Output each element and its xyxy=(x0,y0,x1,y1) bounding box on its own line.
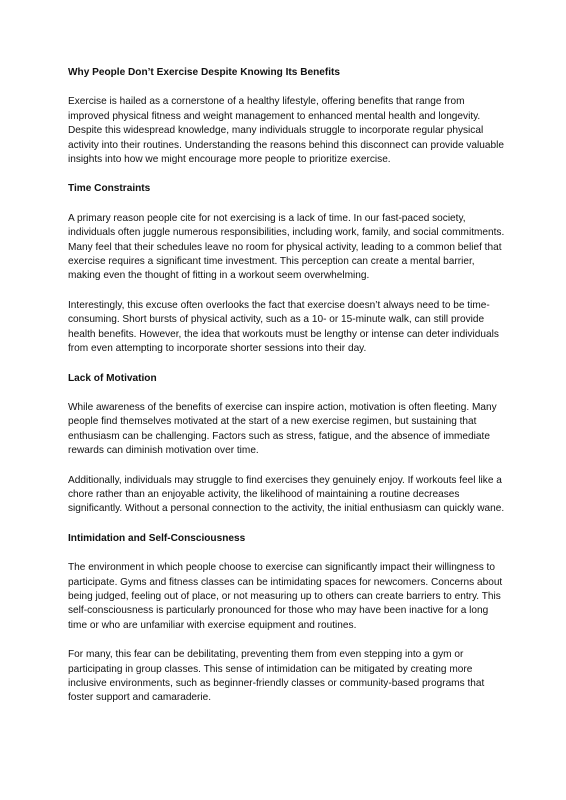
intro-paragraph: Exercise is hailed as a cornerstone of a healthy lifestyle, offering benefits that range from improved physical fitness and weight management to enhanced mental health and longevity. Despite this widespread knowledge, many individuals struggle to incorporate regular physical activity into their routines. Understanding the reasons behind this disconnect can provide valuable insights into how we might encourage more people to prioritize exercise. xyxy=(68,96,504,166)
section-heading-time-constraints: Time Constraints xyxy=(68,183,151,195)
section-heading-lack-of-motivation: Lack of Motivation xyxy=(68,372,157,384)
section-paragraph: Additionally, individuals may struggle to find exercises they genuinely enjoy. If workouts feel like a chore rather than an enjoyable activity, the likelihood of maintaining a routine decreases significantly. Without a personal connection to the activity, the initial enthusiasm can quickly wane. xyxy=(68,474,505,515)
section-paragraph: Interestingly, this excuse often overlooks the fact that exercise doesn’t always need to be time-consuming. Short bursts of physical activity, such as a 10- or 15-minute walk, can still provide health benefits. However, the idea that workouts must be lengthy or intense can deter individuals from even attempting to incorporate shorter sessions into their day. xyxy=(68,299,499,355)
section-paragraph: The environment in which people choose to exercise can significantly impact their willingness to participate. Gyms and fitness classes can be intimidating spaces for newcomers. Concerns about being judged, feeling out of place, or not measuring up to others can create barriers to entry. This self-consciousness is particularly pronounced for those who may have been inactive for a long time or who are unfamiliar with exercise equipment and routines. xyxy=(68,562,503,631)
section-paragraph: While awareness of the benefits of exercise can inspire action, motivation is often fleeting. Many people find themselves motivated at the start of a new exercise regimen, but sustaining that enthusiasm can be challenging. Factors such as stress, fatigue, and the absence of immediate rewards can diminish motivation over time. xyxy=(68,401,497,457)
document-title: Why People Don’t Exercise Despite Knowing Its Benefits xyxy=(68,67,341,78)
section-paragraph: For many, this fear can be debilitating, preventing them from even stepping into a gym or participating in group classes. This sense of intimidation can be mitigated by creating more inclusive environments, such as beginner-friendly classes or community-based programs that foster support and camaraderie. xyxy=(68,649,485,704)
section-heading-intimidation: Intimidation and Self-Consciousness xyxy=(68,532,246,544)
document-page xyxy=(68,66,508,706)
section-paragraph: A primary reason people cite for not exercising is a lack of time. In our fast-paced society, individuals often juggle numerous responsibilities, including work, family, and social commitments. Many feel that their schedules leave no room for physical activity, leading to a common belief that exercise requires a significant time investment. This perception can create a mental barrier, making even the thought of fitting in a workout seem overwhelming. xyxy=(68,212,505,282)
